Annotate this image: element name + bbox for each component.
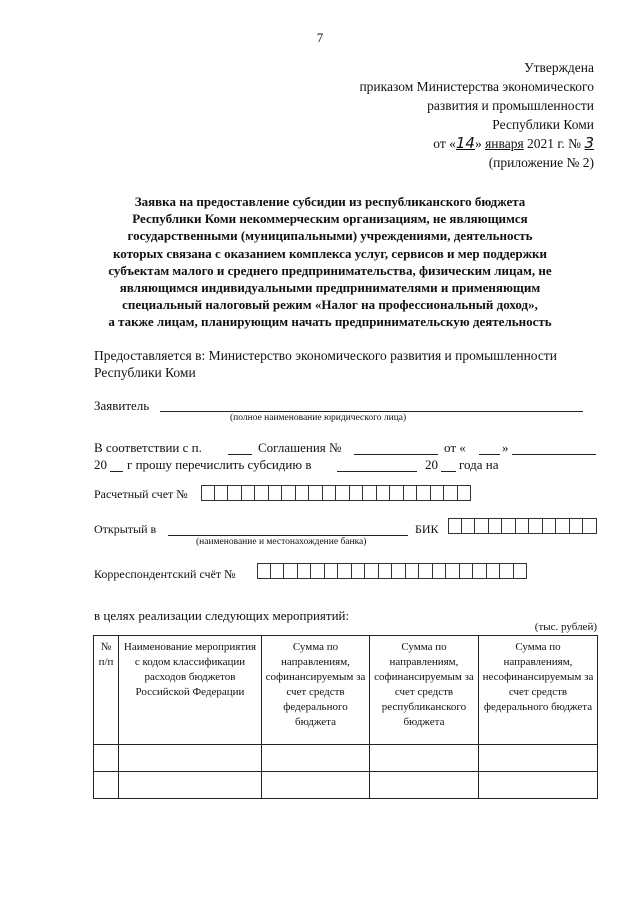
digit-cell[interactable] xyxy=(570,518,584,534)
table-cell[interactable] xyxy=(119,745,262,772)
digit-cell[interactable] xyxy=(242,485,256,501)
page-number: 7 xyxy=(316,30,324,45)
digit-cell[interactable] xyxy=(365,563,379,579)
digit-cell[interactable] xyxy=(271,563,285,579)
units-label: (тыс. рублей) xyxy=(534,621,597,633)
digit-cell[interactable] xyxy=(433,563,447,579)
digit-cell[interactable] xyxy=(363,485,377,501)
table-header-row xyxy=(94,636,598,745)
purpose-label: в целях реализации следующих мероприятий: xyxy=(94,608,350,623)
corr-label: Корреспондентский счёт № xyxy=(94,567,236,581)
bik-label: БИК xyxy=(415,522,439,536)
col-federal: Сумма по направлениям, софинансируемым за счет средств федерального бюджета xyxy=(262,636,370,745)
table-cell[interactable] xyxy=(262,745,370,772)
agreement-text: года на xyxy=(459,457,499,472)
digit-cell[interactable] xyxy=(502,518,516,534)
digit-cell[interactable] xyxy=(500,563,514,579)
month: января xyxy=(485,136,524,151)
digit-cell[interactable] xyxy=(444,485,458,501)
digit-cell[interactable] xyxy=(431,485,445,501)
digit-cell[interactable] xyxy=(417,485,431,501)
digit-cell[interactable] xyxy=(475,518,489,534)
digit-cell[interactable] xyxy=(309,485,323,501)
approval-block xyxy=(359,58,594,172)
digit-cell[interactable] xyxy=(255,485,269,501)
digit-cell[interactable] xyxy=(487,563,501,579)
subsidy-field[interactable] xyxy=(337,471,417,472)
table-row xyxy=(94,745,598,772)
col-nonfederal: Сумма по направлениям, несофинансируемым за счет средств федерального бюджета xyxy=(478,636,597,745)
agreement-text: 20 xyxy=(425,457,438,472)
digit-cell[interactable] xyxy=(350,485,364,501)
digit-cell[interactable] xyxy=(325,563,339,579)
digit-cell[interactable] xyxy=(336,485,350,501)
digit-cell[interactable] xyxy=(379,563,393,579)
provided-to: Предоставляется в: Министерство экономического развития и промышленности Республики Коми xyxy=(94,348,558,380)
bank-field[interactable] xyxy=(168,535,408,536)
digit-cell[interactable] xyxy=(392,563,406,579)
digit-cell[interactable] xyxy=(377,485,391,501)
digit-cell[interactable] xyxy=(473,563,487,579)
digit-cell[interactable] xyxy=(404,485,418,501)
digit-cell[interactable] xyxy=(583,518,597,534)
col-measure: Наименование мероприятия с кодом классификации расходов бюджетов Российской Федерации xyxy=(119,636,262,745)
table-cell[interactable] xyxy=(369,745,478,772)
digit-cell[interactable] xyxy=(556,518,570,534)
digit-cell[interactable] xyxy=(462,518,476,534)
digit-cell[interactable] xyxy=(446,563,460,579)
digit-cell[interactable] xyxy=(489,518,503,534)
handwritten-day: 14 xyxy=(455,134,475,152)
approval-line: приказом Министерства экономического xyxy=(359,79,594,94)
digit-cell[interactable] xyxy=(215,485,229,501)
digit-cell[interactable] xyxy=(201,485,215,501)
document-title: Заявка на предоставление субсидии из республиканского бюджета Республики Коми некоммерческим организациям, не являющимся государственными (муниципальными) учреждениями, деятельность которых связана с оказанием комплекса услуг, сервисов и мер поддержки субъектам малого и среднего предпринимательства, физическим лицам, не являющимся индивидуальными предпринимателями и применяющим специальный налоговый режим «Налог на профессиональный доход», а также лицам, планирующим начать предпринимательскую деятельность xyxy=(108,194,552,330)
clause-field[interactable] xyxy=(228,454,252,455)
applicant-field[interactable] xyxy=(160,411,583,412)
handwritten-number: 3 xyxy=(584,134,594,152)
digit-cell[interactable] xyxy=(269,485,283,501)
digit-cell[interactable] xyxy=(514,563,528,579)
corr-account-cells[interactable] xyxy=(257,563,527,579)
approval-date: от «14» января 2021 г. № 3 xyxy=(433,134,594,152)
agreement-number-field[interactable] xyxy=(354,454,438,455)
approval-line: развития и промышленности xyxy=(427,98,594,113)
agreement-text: Соглашения № xyxy=(258,440,342,455)
agreement-text: » xyxy=(502,440,509,455)
month-field[interactable] xyxy=(512,454,596,455)
approval-line: Утверждена xyxy=(524,60,594,75)
table-cell[interactable] xyxy=(94,745,119,772)
table-cell[interactable] xyxy=(478,745,597,772)
digit-cell[interactable] xyxy=(284,563,298,579)
year-field[interactable] xyxy=(441,471,456,472)
account-label: Расчетный счет № xyxy=(94,487,188,501)
bank-label: Открытый в xyxy=(94,522,157,536)
table-cell[interactable] xyxy=(262,772,370,799)
table-cell[interactable] xyxy=(369,772,478,799)
digit-cell[interactable] xyxy=(529,518,543,534)
col-republic: Сумма по направлениям, софинансируемым за счет средств республиканского бюджета xyxy=(369,636,478,745)
digit-cell[interactable] xyxy=(296,485,310,501)
digit-cell[interactable] xyxy=(338,563,352,579)
digit-cell[interactable] xyxy=(390,485,404,501)
table-cell[interactable] xyxy=(119,772,262,799)
digit-cell[interactable] xyxy=(298,563,312,579)
digit-cell[interactable] xyxy=(228,485,242,501)
account-number-cells[interactable] xyxy=(201,485,471,501)
digit-cell[interactable] xyxy=(458,485,472,501)
digit-cell[interactable] xyxy=(460,563,474,579)
day-field[interactable] xyxy=(479,454,500,455)
bank-hint: (наименование и местонахождение банка) xyxy=(196,537,367,547)
approval-line: Республики Коми xyxy=(492,117,594,132)
table-cell[interactable] xyxy=(94,772,119,799)
digit-cell[interactable] xyxy=(311,563,325,579)
agreement-text: г прошу перечислить субсидию в xyxy=(127,457,312,472)
digit-cell[interactable] xyxy=(448,518,462,534)
digit-cell[interactable] xyxy=(516,518,530,534)
measures-table xyxy=(93,635,598,799)
digit-cell[interactable] xyxy=(419,563,433,579)
col-number: № п/п xyxy=(94,636,119,745)
digit-cell[interactable] xyxy=(257,563,271,579)
agreement-text: от « xyxy=(444,440,466,455)
table-row xyxy=(94,772,598,799)
digit-cell[interactable] xyxy=(543,518,557,534)
applicant-hint: (полное наименование юридического лица) xyxy=(230,413,407,423)
agreement-text: В соответствии с п. xyxy=(94,440,202,455)
applicant-label: Заявитель xyxy=(94,398,150,413)
digit-cell[interactable] xyxy=(406,563,420,579)
appendix-label: (приложение № 2) xyxy=(488,155,594,170)
year-field[interactable] xyxy=(110,471,123,472)
digit-cell[interactable] xyxy=(282,485,296,501)
table-cell[interactable] xyxy=(478,772,597,799)
agreement-text: 20 xyxy=(94,457,107,472)
digit-cell[interactable] xyxy=(352,563,366,579)
bik-cells[interactable] xyxy=(448,518,597,534)
digit-cell[interactable] xyxy=(323,485,337,501)
